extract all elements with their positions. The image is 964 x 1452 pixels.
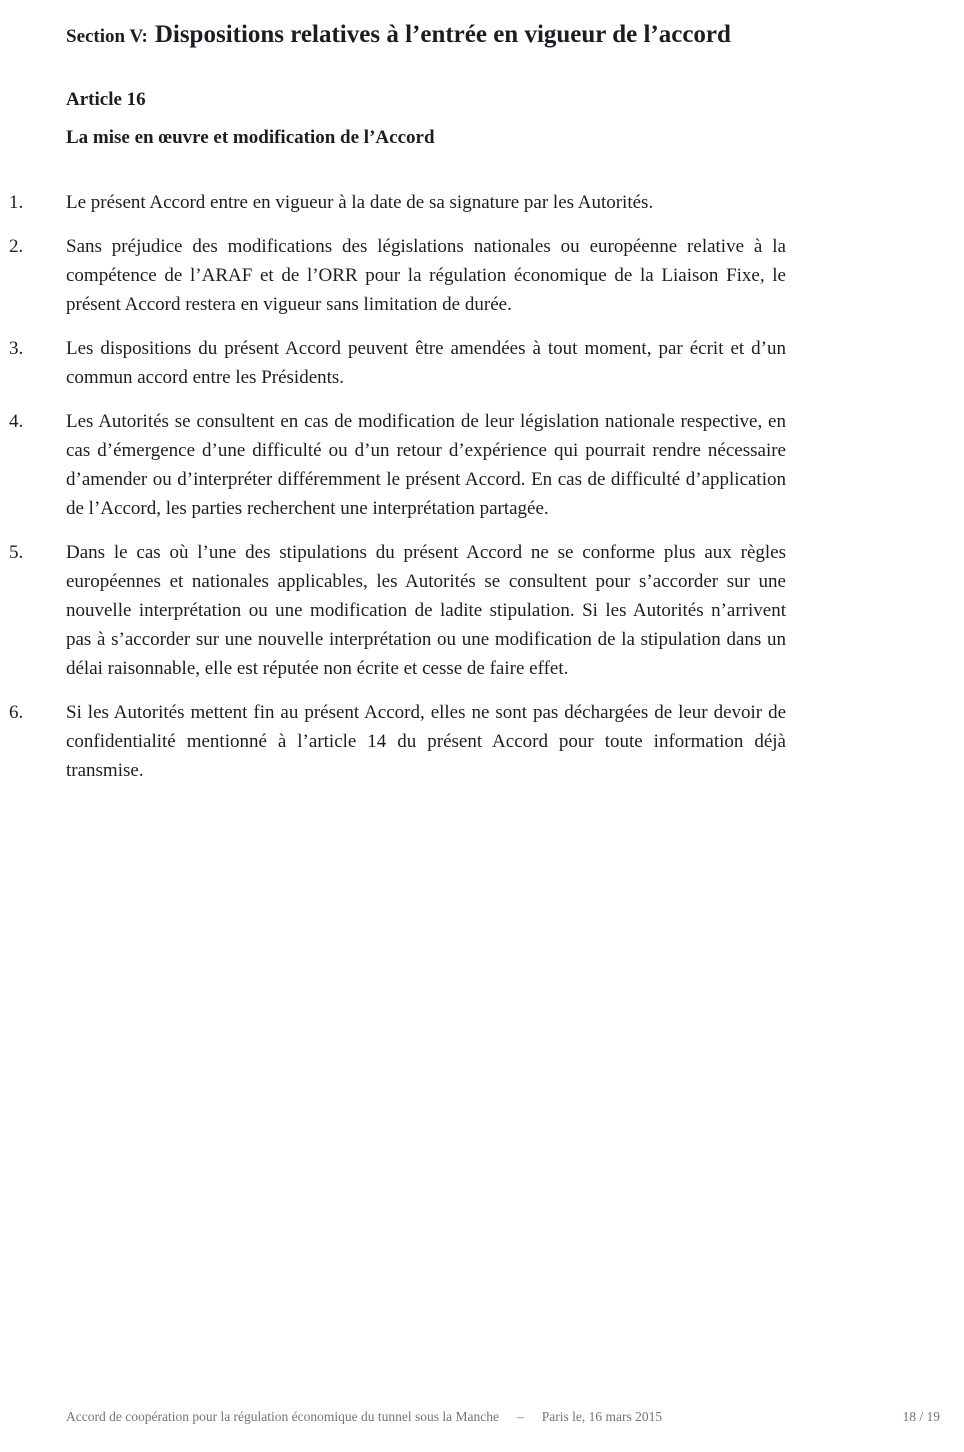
list-item bbox=[9, 334, 786, 392]
section-title bbox=[66, 20, 786, 52]
list-item bbox=[9, 232, 786, 319]
list-item bbox=[9, 698, 786, 785]
list-item bbox=[9, 188, 786, 217]
list-item-number: 4. bbox=[9, 411, 24, 432]
list-item-number: 3. bbox=[9, 338, 24, 359]
footer-separator: – bbox=[517, 1409, 524, 1424]
numbered-clause-list bbox=[9, 188, 786, 785]
section-title-text: Dispositions relatives à l’entrée en vigueur de l’accord bbox=[154, 21, 731, 48]
list-item-number: 2. bbox=[9, 236, 24, 257]
list-item-text: Dans le cas où l’une des stipulations du présent Accord ne se conforme plus aux règles européennes et nationales applicables, les Autorités se consultent pour s’accorder sur une nouvelle interprétation ou une modification de ladite stipulation. Si les Autorités n’arrivent pas à s’accorder sur une nouvelle interprétation ou une modification de la stipulation dans un délai raisonnable, elle est réputée non écrite et cesse de faire effet. bbox=[66, 542, 786, 679]
list-item-text: Les Autorités se consultent en cas de modification de leur législation nationale respective, en cas d’émergence d’une difficulté ou d’un retour d’expérience qui pourrait rendre nécessaire d’amender ou d’interpréter différemment le présent Accord. En cas de difficulté d’application de l’Accord, les parties recherchent une interprétation partagée. bbox=[66, 411, 786, 519]
footer-page-number: 18 / 19 bbox=[902, 1409, 940, 1424]
footer-date: Paris le, 16 mars 2015 bbox=[541, 1409, 663, 1424]
section-title-prefix: Section V: bbox=[66, 26, 148, 47]
page-footer bbox=[66, 1408, 940, 1426]
article-heading: Article 16 bbox=[66, 89, 146, 110]
list-item-text: Si les Autorités mettent fin au présent Accord, elles ne sont pas déchargées de leur devoir de confidentialité mentionné à l’article 14 du présent Accord pour toute information déjà transmise. bbox=[66, 702, 786, 781]
article-subheading: La mise en œuvre et modification de l’Accord bbox=[66, 127, 435, 148]
list-item-number: 6. bbox=[9, 702, 24, 723]
list-item-text: Les dispositions du présent Accord peuvent être amendées à tout moment, par écrit et d’un commun accord entre les Présidents. bbox=[66, 338, 786, 388]
list-item-number: 5. bbox=[9, 542, 24, 563]
list-item bbox=[9, 407, 786, 523]
list-item-text: Sans préjudice des modifications des législations nationales ou européenne relative à la compétence de l’ARAF et de l’ORR pour la régulation économique de la Liaison Fixe, le présent Accord restera en vigueur sans limitation de durée. bbox=[66, 236, 786, 315]
list-item-number: 1. bbox=[9, 192, 24, 213]
list-item bbox=[9, 538, 786, 683]
footer-document-title: Accord de coopération pour la régulation économique du tunnel sous la Manche bbox=[66, 1409, 499, 1424]
document-content bbox=[9, 20, 786, 785]
list-item-text: Le présent Accord entre en vigueur à la date de sa signature par les Autorités. bbox=[66, 192, 654, 213]
